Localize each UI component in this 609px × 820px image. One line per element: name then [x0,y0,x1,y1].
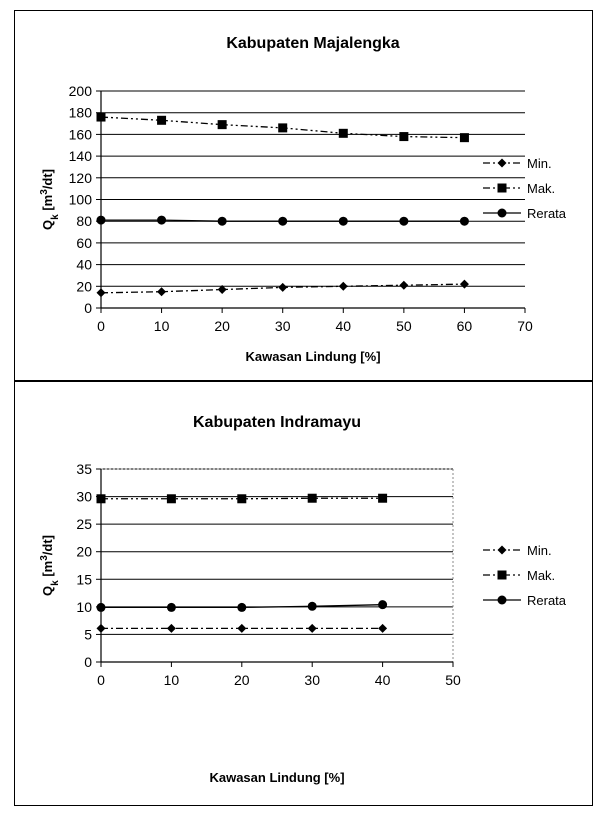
legend-marker [498,209,507,218]
series-mak [97,113,469,143]
legend [483,156,567,221]
data-point [399,217,408,226]
data-point [97,603,106,612]
y-tick-label: 200 [68,83,92,99]
y-tick-label: 20 [76,543,92,560]
data-point [157,287,166,296]
x-axis-title: Kawasan Lindung [%] [209,770,345,785]
y-tick-label: 10 [76,598,92,615]
y-tick-label: 100 [68,191,92,208]
x-tick-label: 50 [396,318,412,334]
x-tick-label: 20 [234,672,250,688]
y-tick-label: 40 [76,256,92,273]
x-tick-label: 10 [153,318,170,334]
series-rerata [97,216,469,226]
y-tick-label: 30 [76,488,92,505]
data-point [399,132,408,141]
legend-marker [498,159,507,168]
data-point [339,282,348,291]
y-tick-label: 20 [76,278,92,295]
data-point [167,603,176,612]
x-tick-label: 30 [274,318,291,334]
data-point [278,283,287,292]
series-rerata [97,600,388,612]
y-tick-label: 5 [84,626,92,643]
x-tick-label: 0 [97,672,105,688]
x-tick-label: 40 [335,318,352,334]
y-tick-label: 35 [76,461,92,477]
x-tick-label: 10 [163,672,180,688]
legend-label: Mak. [527,568,556,583]
y-tick-label: 15 [76,571,92,588]
data-point [460,217,469,226]
data-point [278,217,287,226]
chart-title: Kabupaten Majalengka [226,35,400,52]
x-tick-label: 30 [304,672,320,688]
data-point [167,624,176,633]
chart-indramayu [15,382,594,807]
x-tick-label: 60 [456,318,473,334]
y-tick-label: 80 [76,213,92,230]
y-tick-label: 60 [76,234,92,251]
data-point [308,602,317,611]
series-mak [97,494,388,504]
series-min [97,624,388,633]
data-point [308,624,317,633]
legend-marker [498,546,507,555]
legend [483,543,567,608]
y-tick-label: 160 [68,126,92,143]
y-tick-label: 0 [84,654,92,670]
x-tick-label: 40 [374,672,391,688]
data-point [237,624,246,633]
data-point [399,281,408,290]
legend-label: Mak. [527,181,556,196]
data-point [237,494,246,503]
legend-label: Min. [527,156,552,171]
legend-marker [498,596,507,605]
x-tick-label: 50 [445,672,461,688]
chart-panel-majalengka [14,10,593,381]
data-point [378,494,387,503]
y-tick-label: 140 [68,148,92,165]
y-axis-title: $Q_k$ $[m^3/dt]$ [38,535,61,596]
data-point [157,216,166,225]
chart-majalengka [15,11,594,382]
data-point [339,217,348,226]
x-tick-label: 0 [97,318,105,334]
x-tick-label: 20 [214,318,230,334]
data-point [460,280,469,289]
data-point [97,624,106,633]
legend-marker [498,184,507,193]
y-tick-label: 0 [84,300,92,316]
legend-label: Rerata [527,206,567,221]
data-point [378,600,387,609]
data-point [97,288,106,297]
chart-panel-indramayu [14,381,593,806]
series-min [97,280,469,298]
legend-marker [498,571,507,580]
data-point [237,603,246,612]
data-point [157,116,166,125]
y-tick-label: 120 [68,169,92,186]
data-point [378,624,387,633]
data-point [278,123,287,132]
data-point [308,494,317,503]
data-point [339,129,348,138]
legend-label: Rerata [527,593,567,608]
x-axis-title: Kawasan Lindung [%] [245,349,381,364]
data-point [97,216,106,225]
chart-title: Kabupaten Indramayu [192,414,362,431]
data-point [218,120,227,129]
data-point [460,133,469,142]
legend-label: Min. [527,543,552,558]
y-axis-title: $Q_k$ $[m^3/dt]$ [38,169,61,230]
y-tick-label: 25 [76,516,92,533]
x-tick-label: 70 [517,318,533,334]
y-tick-label: 180 [68,104,92,121]
data-point [97,113,106,122]
data-point [167,494,176,503]
data-point [97,494,106,503]
data-point [218,217,227,226]
